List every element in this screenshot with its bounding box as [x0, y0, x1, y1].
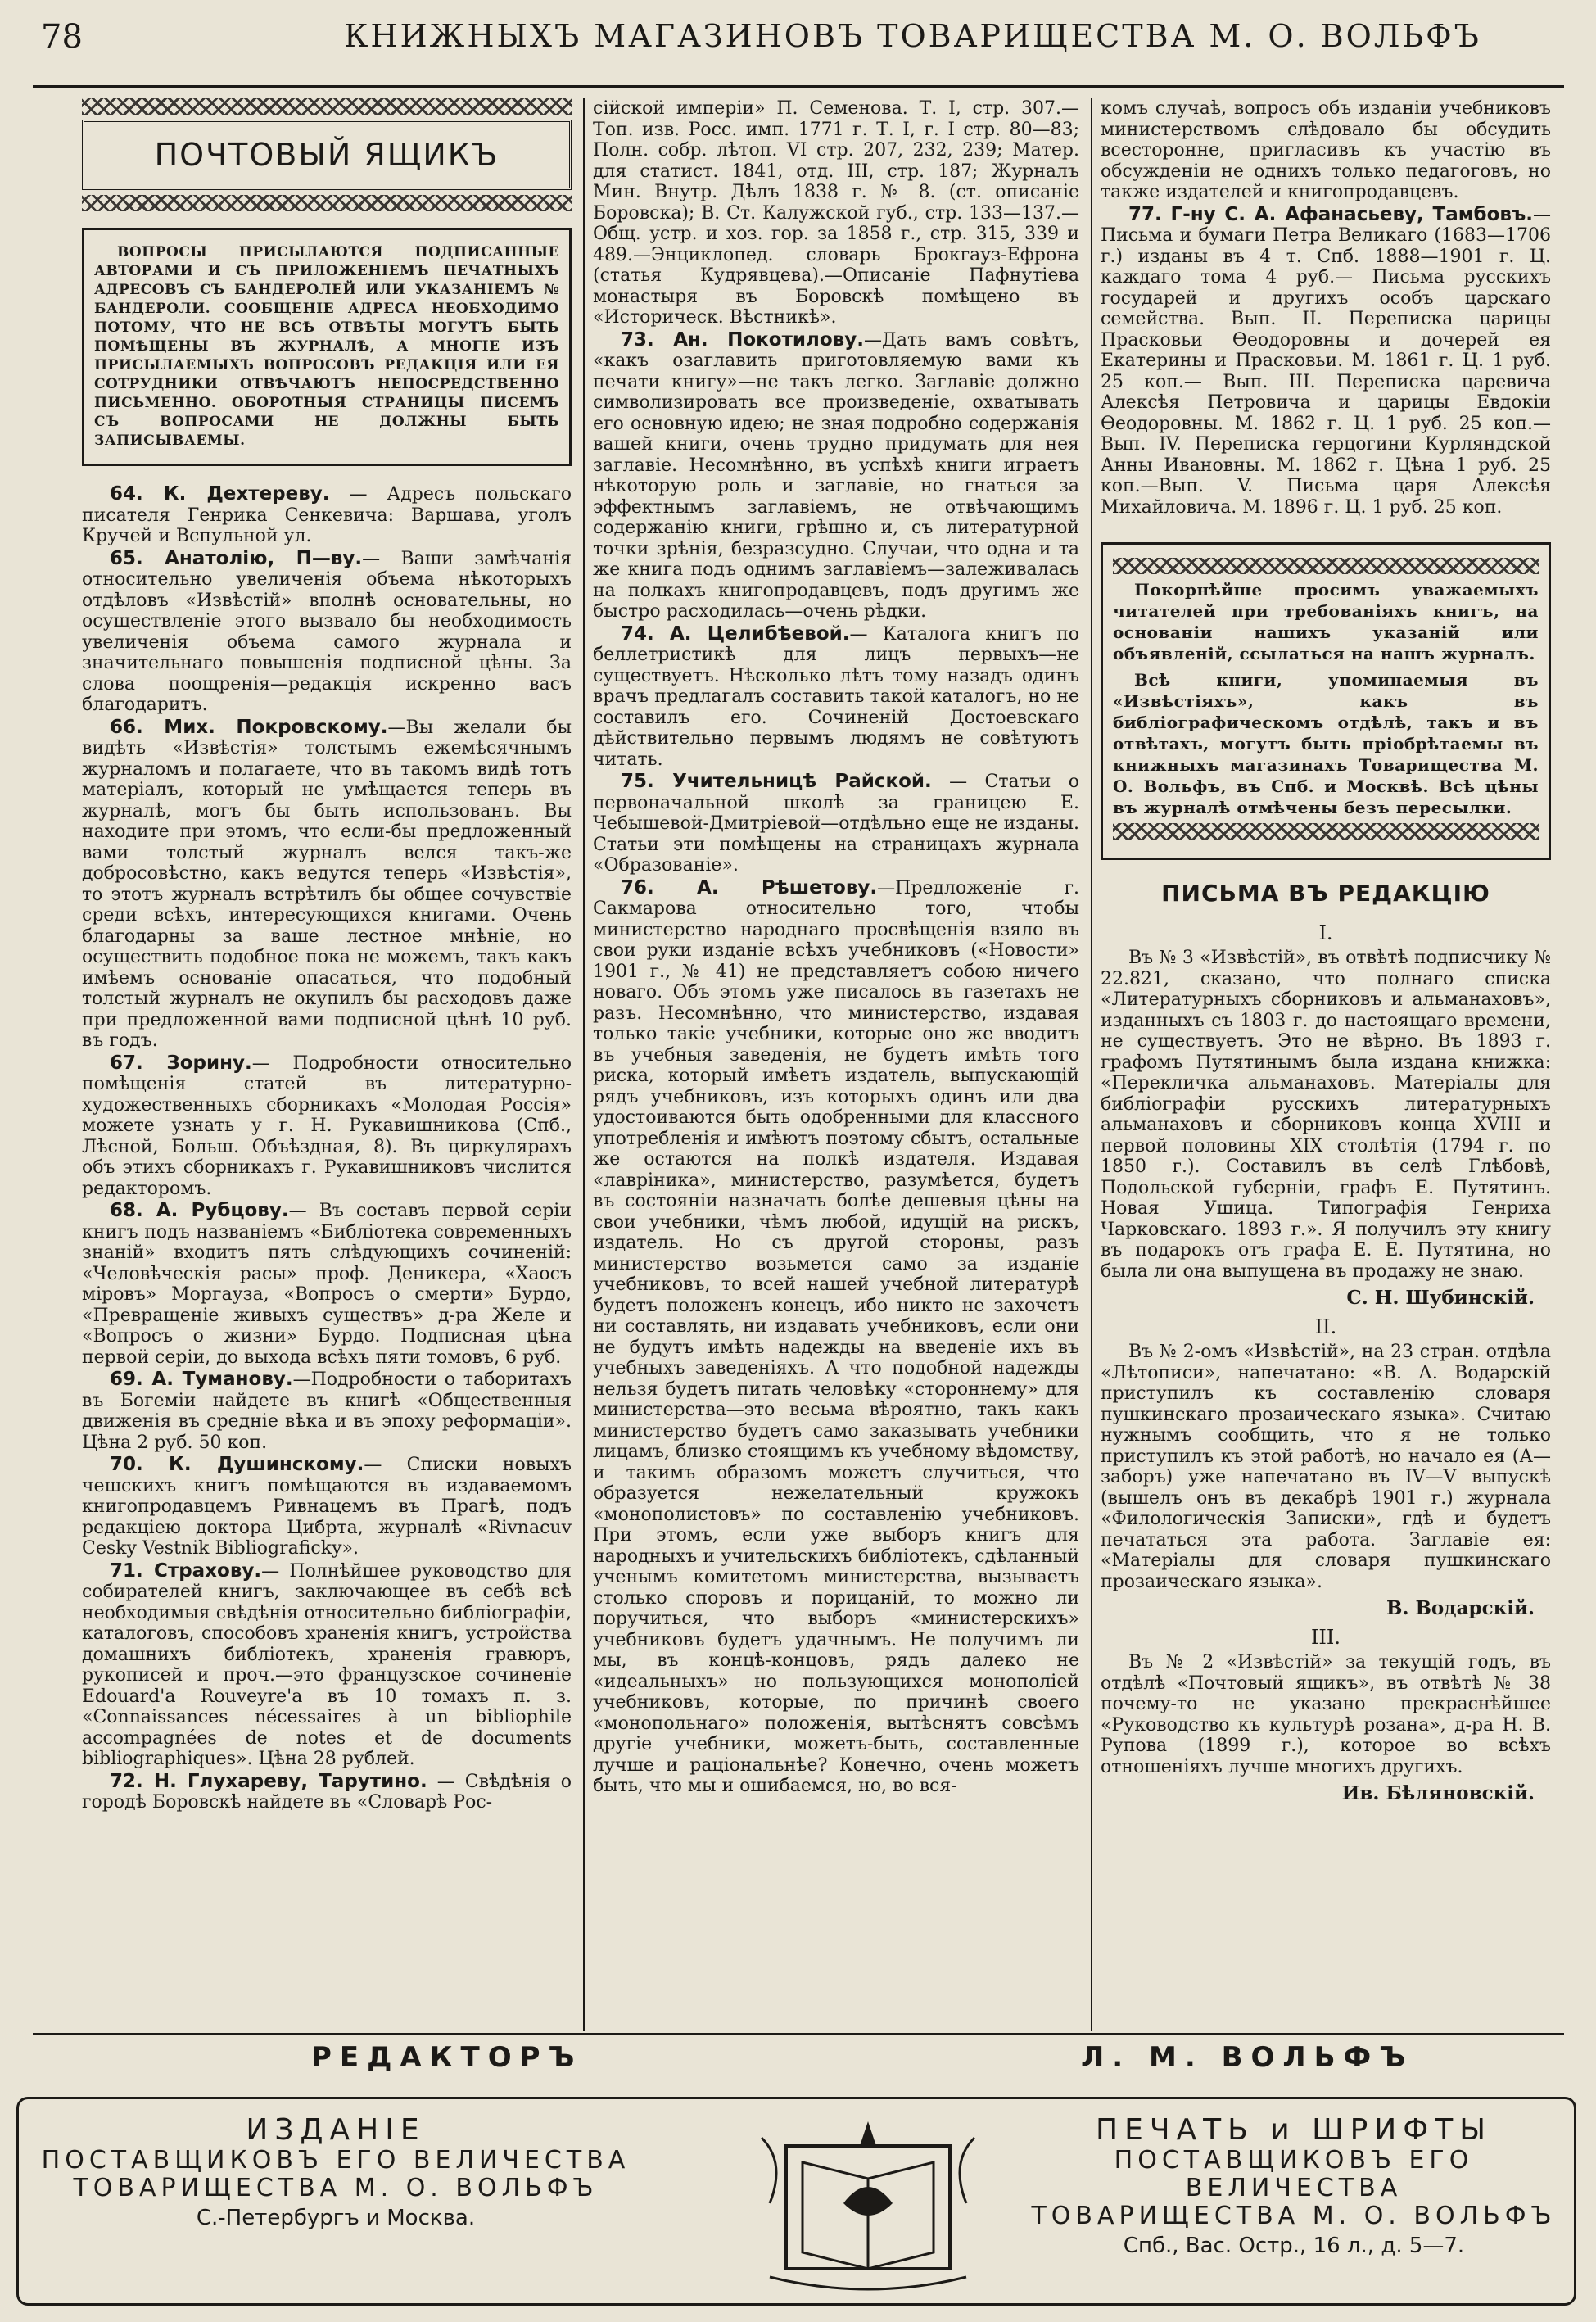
col2-answers — [593, 98, 1079, 1797]
answer-text: — Статьи о первоначальной школѣ за границею Е. Чебышевой-Дмитріевой—отдѣльно еще не изданы. Статьи эти помѣщены на страницахъ журнала «Образованіе». — [593, 772, 1079, 876]
answer-addressee: 68. А. Рубцову. — [110, 1200, 289, 1221]
answer-paragraph — [593, 624, 1079, 771]
imprint-left-line2: ПОСТАВЩИКОВЪ ЕГО ВЕЛИЧЕСТВА — [41, 2146, 631, 2175]
editor-name: Л. М. ВОЛЬФЪ — [1081, 2041, 1414, 2074]
imprint-left-title: ИЗДАНІЕ — [246, 2113, 426, 2147]
answer-paragraph — [1101, 98, 1551, 203]
imprint-right — [1015, 2113, 1572, 2258]
answer-paragraph — [593, 772, 1079, 876]
answer-paragraph — [593, 878, 1079, 1797]
readers-notice — [1113, 579, 1539, 818]
page-header — [33, 15, 1564, 64]
mailbox-notice-text: ВОПРОСЫ ПРИСЫЛАЮТСЯ ПОДПИСАННЫЕ АВТОРАМИ И СЪ ПРИЛОЖЕНІЕМЪ ПЕЧАТНЫХЪ АДРЕСОВЪ СЪ БАНДЕРОЛЕЙ ИЛИ УКАЗАНІЕМЪ № БАНДЕРОЛИ. СООБЩЕНІЕ АДРЕСА НЕОБХОДИМО ПОТОМУ, ЧТО НЕ ВСѢ ОТВѢТЫ МОГУТЪ БЫТЬ ПОМѢЩЕНЫ ВЪ ЖУРНАЛѢ, А МНОГІЕ ИЗЪ ПРИСЫЛАЕМЫХЪ ВОПРОСОВЪ РЕДАКЦІЯ ИЛИ ЕЯ СОТРУДНИКИ ОТВѢЧАЮТЪ НЕПОСРЕДСТВЕННО ПИСЬМЕННО. ОБОРОТНЫЯ СТРАНИЦЫ ПИСЕМЪ СЪ ВОПРОСАМИ НЕ ДОЛЖНЫ БЫТЬ ЗАПИСЫВАЕМЫ. — [94, 244, 559, 449]
answer-addressee: 67. Зорину. — [110, 1052, 252, 1074]
mailbox-notice — [82, 228, 572, 466]
imprint-right-line2: ПОСТАВЩИКОВЪ ЕГО ВЕЛИЧЕСТВА — [1114, 2146, 1474, 2202]
answer-addressee: 76. А. Рѣшетову. — [621, 876, 878, 898]
letters-title: ПИСЬМА ВЪ РЕДАКЦІЮ — [1161, 880, 1490, 907]
answer-text: комъ случаѣ, вопросъ объ изданіи учебниковъ министерствомъ слѣдовало бы обсудить всесторонне, пригласивъ къ участію въ обсужденіи не однихъ только педагоговъ, но также издателей и книгопродавцевъ. — [1101, 98, 1551, 202]
column-1 — [82, 98, 572, 2039]
answer-paragraph — [82, 1053, 572, 1200]
answer-addressee: 64. К. Дехтереву. — [110, 483, 330, 505]
readers-notice-paragraph: Покорнѣйше просимъ уважаемыхъ читателей при требованіяхъ книгъ, на основаніи нашихъ указаній или объявленій, ссылаться на нашъ журналъ. — [1113, 580, 1539, 663]
answer-addressee: 71. Страхову. — [110, 1559, 262, 1582]
col3-answers — [1101, 98, 1551, 518]
answer-text: —Дать вамъ совѣтъ, «какъ озаглавить приготовляемую вами къ печати книгу»—не такъ легко. Заглавіе должно символизировать все произведеніе, охватывать его основную идею; не зная подробно содержанія вашей книги, очень трудно придумать для нея заглавіе. Несомнѣнно, въ успѣхѣ книги играетъ нѣкоторую роль и заглавіе, но гнаться за эффектнымъ заглавіемъ, не отвѣчающимъ содержанію книги, грѣшно и, съ литературной точки зрѣнія, безразсудно. Случаи, что одна и та же книга подъ однимъ заглавіемъ—залеживалась на полкахъ книгопродавцевъ, подъ другимъ же быстро расходилась—очень рѣдки. — [593, 329, 1079, 622]
answer-paragraph — [82, 717, 572, 1052]
answer-addressee: 65. Анатолію, П—ву. — [110, 547, 363, 569]
column-2 — [593, 98, 1079, 2039]
column-rule-1 — [583, 98, 585, 2031]
answer-text: —Подробности о таборитахъ въ Богеміи найдете въ книгѣ «Общественныя движенія въ средніе вѣка и въ эпоху реформаціи». Цѣна 2 руб. 50 коп. — [82, 1369, 572, 1453]
answer-addressee: 69. А. Туманову. — [110, 1369, 293, 1390]
mailbox-title: ПОЧТОВЫЙ ЯЩИКЪ — [82, 120, 572, 190]
letter-text: Въ № 3 «Извѣстій», въ отвѣтѣ подписчику № 22.821, сказано, что полнаго списка «Литературныхъ сборниковъ и альманаховъ», изданныхъ съ 1803 г. до настоящаго времени, не существуетъ. Это не вѣрно. Въ 1893 г. графомъ Путятинымъ была издана книжка: «Перекличка альманаховъ. Матеріалы для библіографіи русскихъ литературныхъ альманаховъ и сборниковъ конца XVIII и первой половины XIX столѣтія (1794 г. по 1850 г.). Составилъ въ селѣ Глѣбовѣ, Подольской губерніи, графъ Е. Путятинъ. Новая Ушица. Типографія Генриха Чарковскаго. 1893 г.». Я получилъ эту книгу въ подарокъ отъ графа Е. Е. Путятина, но была ли она выпущена въ продажу не знаю. — [1101, 948, 1551, 1282]
ornament-strip — [1113, 558, 1539, 574]
imprint-right-title: ПЕЧАТЬ и ШРИФТЫ — [1096, 2113, 1492, 2147]
answer-paragraph — [593, 98, 1079, 328]
page-number: 78 — [41, 18, 83, 56]
answer-paragraph — [82, 1561, 572, 1770]
letter-text: Въ № 2 «Извѣстій» за текущій годъ, въ отдѣлѣ «Почтовый ящикъ», въ отвѣтѣ № 38 почему-то не указано прекраснѣйшее «Руководство къ культурѣ розана», д-ра Н. В. Рупова (1899 г.), которое во всѣхъ отношеніяхъ лучше многихъ другихъ. — [1101, 1652, 1551, 1777]
answer-text: — Свѣдѣнія о городѣ Боровскѣ найдете въ «Словарѣ Рос- — [82, 1771, 572, 1813]
running-head: КНИЖНЫХЪ МАГАЗИНОВЪ ТОВАРИЩЕСТВА М. О. ВОЛЬФЪ — [344, 18, 1481, 54]
answer-text: — Въ составъ первой серіи книгъ подъ названіемъ «Библіотека современныхъ знаній» входитъ пять слѣдующихъ сочиненій: «Человѣческія расы» проф. Деникера, «Хаосъ міровъ» Моргауза, «Вопросъ о смерти» Бурдо, «Превращеніе живыхъ существъ» д-ра Желе и «Вопросъ о жизни» Бурдо. Подписная цѣна первой серіи, до выхода всѣхъ пяти томовъ, 6 руб. — [82, 1201, 572, 1368]
letter-numeral: I. — [1318, 921, 1333, 944]
ornament-strip — [1113, 823, 1539, 840]
letter-numeral: III. — [1310, 1626, 1341, 1649]
letter-signature: Ив. Бѣляновскій. — [1341, 1782, 1535, 1804]
answer-addressee: 75. Учительницѣ Райской. — [621, 771, 932, 792]
ornament-strip — [82, 195, 572, 211]
ornament-strip — [82, 98, 572, 115]
answer-text: — Списки новыхъ чешскихъ книгъ помѣщаются въ издаваемомъ книгопродавцемъ Ривнацемъ въ Прагѣ, подъ редакціею доктора Цибрта, журналѣ «Rivnacuv Cesky Vestnik Bibliograficky». — [82, 1455, 572, 1559]
answer-text: — Полнѣйшее руководство для собирателей книгъ, заключающее въ себѣ всѣ необходимыя свѣдѣнія относительно библіографіи, каталоговъ, способовъ храненія книгъ, устройства домашнихъ библіотекъ, храненія гравюръ, рукописей и проч.—это французское сочиненіе Edouard'а Rouveyre'а въ 10 томахъ п. з. «Connaissances nécessaires à un bibliophile accompagnées de notes et de documents bibliographiques». Цѣна 28 рублей. — [82, 1560, 572, 1769]
answer-text: сійской имперіи» П. Семенова. Т. I, стр. 307.—Топ. изв. Росс. имп. 1771 г. Т. I, г. I стр. 80—83; Полн. собр. лѣтоп. VI стр. 207, 232, 239; Матер. для статист. 1841, отд. III, стр. 187; Журналъ Мин. Внутр. Дѣлъ 1838 г. № 8. (ст. описаніе Боровска); В. Ст. Калужской губ., стр. 133—137.—Общ. устр. и хоз. гор. за 1858 г., стр. 315, 339 и 489.—Энциклопед. словарь Брокгауз-Ефрона (статья Кудрявцева).—Описаніе Пафнутіева монастыря въ Боровскѣ помѣщено въ «Историческ. Вѣстникѣ». — [593, 98, 1079, 328]
answer-addressee: 72. Н. Глухареву, Тарутино. — [110, 1770, 427, 1792]
letter-text: Въ № 2-омъ «Извѣстій», на 23 стран. отдѣла «Лѣтописи», напечатано: «В. А. Водарскій приступилъ къ составленію словаря пушкинскаго прозаическаго языка». Считаю нужнымъ сообщить, что я не только приступилъ къ этой работѣ, но начало ея (А—заборъ) уже напечатано въ IV—V выпускѣ (вышелъ онъ въ декабрѣ 1901 г.) журнала «Филологическія Записки», гдѣ и будетъ печататься эта работа. Заглавіе ея: «Матеріалы для словаря пушкинскаго прозаическаго языка». — [1101, 1342, 1551, 1592]
answer-addressee: 70. К. Душинскому. — [110, 1454, 364, 1475]
imprint-right-line4: Спб., Вас. Остр., 16 л., д. 5—7. — [1123, 2234, 1465, 2258]
answer-text: — Подробности относительно помѣщенія статей въ литературно-художественныхъ сборникахъ «Молодая Россія» можете узнать у г. Н. Рукавишникова (Спб., Лѣсной, Больш. Объѣздная, 8). Въ циркулярахъ объ этихъ сборникахъ г. Рукавишниковъ числится редакторомъ. — [82, 1052, 572, 1199]
answer-text: —Предложеніе г. Сакмарова относительно того, чтобы министерство народнаго просвѣщенія взяло въ свои руки изданіе всѣхъ учебниковъ («Новости» 1901 г., № 41) не представляетъ собою ничего новаго. Объ этомъ уже писалось въ газетахъ не разъ. Несомнѣнно, что министерство, издавая только такіе учебники, которые оно же вводитъ въ учебныя заведенія, не будетъ имѣть того риска, который имѣетъ издатель, выпускающій рядъ учебниковъ, изъ которыхъ одинъ или два удостоиваются быть одобренными для классного употребленія и имѣютъ поэтому сбытъ, остальные же остаются на полкѣ издателя. Издавая «лавріника», министерство, разумѣется, будетъ въ состояніи назначать болѣе дешевыя цѣны на свои учебники, чѣмъ любой, идущій на рискъ, издатель. Но съ другой стороны, разъ министерство возьмется само за изданіе учебниковъ, то всей нашей учебной литературѣ будетъ положенъ конецъ, ибо никто не захочетъ ни составлять, ни издавать учебниковъ, если они не будутъ имѣть надежды на введеніе ихъ въ учебныхъ заведеніяхъ. А что подобной надежды нельзя будетъ питать человѣку «стороннему» для министерства—это весьма вѣроятно, такъ какъ министерство будетъ само заказывать учебники лицамъ, близко стоящимъ къ учебному вѣдомству, и такимъ образомъ можетъ случиться, что образуется нежелательный кружокъ «монополистовъ» по составленію учебниковъ. При этомъ, если уже выборъ книгъ для народныхъ и учительскихъ библіотекъ, сдѣланный ученымъ комитетомъ министерства, вызываетъ столько споровъ и порицаній, то можно ли поручиться, что выборъ «министерскихъ» учебниковъ будетъ удачнымъ. Не получимъ ли мы, въ концѣ-концовъ, рядъ далеко не «идеальныхъ» но пользующихся монополіей учебниковъ, которые, по причинѣ своего «монопольнаго» положенія, вытѣснятъ совсѣмъ другіе учебники, можетъ-быть, составленные лучше и раціональнѣе? Конечно, очень можетъ быть, что мы и ошибаемся, но, во вся- — [593, 877, 1079, 1796]
answer-paragraph — [82, 484, 572, 547]
answer-paragraph — [593, 330, 1079, 622]
answer-addressee: 77. Г-ну С. А. Афанасьеву, Тамбовъ. — [1128, 203, 1533, 225]
answer-text: —Вы желали бы видѣть «Извѣстія» толстымъ ежемѣсячнымъ журналомъ и полагаете, что въ такомъ видѣ тотъ матеріалъ, который не умѣщается теперь въ журналѣ, могъ бы быть использованъ. Вы находите при этомъ, что если-бы предложенный вами толстый журналъ велся такъ-же добросовѣстно, какъ ведутся теперь «Извѣстія», то этотъ журналъ встрѣтилъ бы общее сочувствіе среди всѣхъ, интересующихся книгами. Очень благодарны за ваше лестное мнѣніе, но осуществить подобное пока не можемъ, такъ какъ имѣемъ основаніе опасаться, что подобный толстый журналъ не окупилъ бы расходовъ даже при предложенной вами подписной цѣнѣ 10 руб. въ годъ. — [82, 717, 572, 1051]
answer-addressee: 66. Мих. Покровскому. — [110, 716, 388, 738]
publisher-emblem-icon — [753, 2113, 983, 2293]
letter-numeral: II. — [1314, 1315, 1337, 1338]
column-3 — [1101, 98, 1551, 2039]
footer-rule — [33, 2033, 1564, 2035]
answer-text: — Письма и бумаги Петра Великаго (1683—1706 г.) изданы въ 4 т. Спб. 1888—1901 г. Ц. каждаго тома 4 руб.— Письма русскихъ государей и другихъ особъ царскаго семейства. Вып. II. Переписка царицы Прасковьи Ѳеодоровны и дочерей ея Екатерины и Прасковьи. М. 1861 г. Ц. 1 руб. 25 коп.— Вып. III. Переписка царевича Алексѣя Петровича и царицы Евдокіи Ѳеодоровны. М. 1862 г. Ц. 1 руб. 25 коп.—Вып. IV. Переписка герцогини Курляндской Анны Ивановны. М. 1862 г. Цѣна 1 руб. 25 коп.—Вып. V. Письма царя Алексѣя Михайловича. М. 1896 г. Ц. 1 руб. 25 коп. — [1101, 204, 1551, 518]
answer-text: — Адресъ польскаго писателя Генрика Сенкевича: Варшава, уголъ Кручей и Вспульной ул. — [82, 484, 572, 546]
answer-addressee: 73. Ан. Покотилову. — [621, 328, 864, 351]
editor-line — [66, 2041, 1539, 2082]
answer-paragraph — [82, 549, 572, 716]
imprint-left-line4: С.-Петербургъ и Москва. — [196, 2206, 476, 2230]
answer-paragraph — [82, 1369, 572, 1453]
answer-paragraph — [82, 1201, 572, 1368]
editor-label: РЕДАКТОРЪ — [311, 2041, 583, 2074]
letter-signature: С. Н. Шубинскій. — [1346, 1287, 1535, 1309]
imprint-left-line3: ТОВАРИЩЕСТВА М. О. ВОЛЬФЪ — [73, 2174, 599, 2202]
imprint-right-line3: ТОВАРИЩЕСТВА М. О. ВОЛЬФЪ — [1031, 2202, 1557, 2230]
answer-text: — Каталога книгъ по беллетристикѣ для лицъ первыхъ—не существуетъ. Нѣсколько лѣтъ тому назадъ одинъ врачъ предлагалъ составить такой каталогъ, но не составилъ его. Сочиненій Достоевскаго дѣйствительно первымъ людямъ не совѣтуютъ читать. — [593, 623, 1079, 770]
imprint-block — [16, 2097, 1576, 2306]
answer-text: — Ваши замѣчанія относительно увеличенія объема нѣкоторыхъ отдѣловъ «Извѣстій» вполнѣ основательны, но осуществленіе этого вызвало бы необходимость увеличенія объема самого журнала и значительнаго повышенія подписной цѣны. За слова поощренія—редакція искренно васъ благодаритъ. — [82, 548, 572, 715]
mailbox-header-box — [82, 98, 572, 211]
readers-notice-box — [1101, 542, 1551, 860]
answer-paragraph — [82, 1772, 572, 1813]
answer-paragraph — [1101, 205, 1551, 518]
letter-signature: В. Водарскій. — [1386, 1597, 1535, 1619]
col1-answers — [82, 484, 572, 1813]
imprint-left — [41, 2113, 631, 2230]
answer-paragraph — [82, 1455, 572, 1559]
letters-body — [1101, 921, 1551, 1804]
header-rule — [33, 85, 1564, 88]
column-rule-2 — [1091, 98, 1092, 2031]
readers-notice-paragraph: Всѣ книги, упоминаемыя въ «Извѣстіяхъ», какъ въ библіографическомъ отдѣлѣ, такъ и въ отвѣтахъ, могутъ быть пріобрѣтаемы въ книжныхъ магазинахъ Товарищества М. О. Вольфъ, въ Спб. и Москвѣ. Всѣ цѣны въ журналѣ отмѣчены безъ пересылки. — [1113, 670, 1539, 817]
answer-addressee: 74. А. Целибѣевой. — [621, 622, 850, 645]
